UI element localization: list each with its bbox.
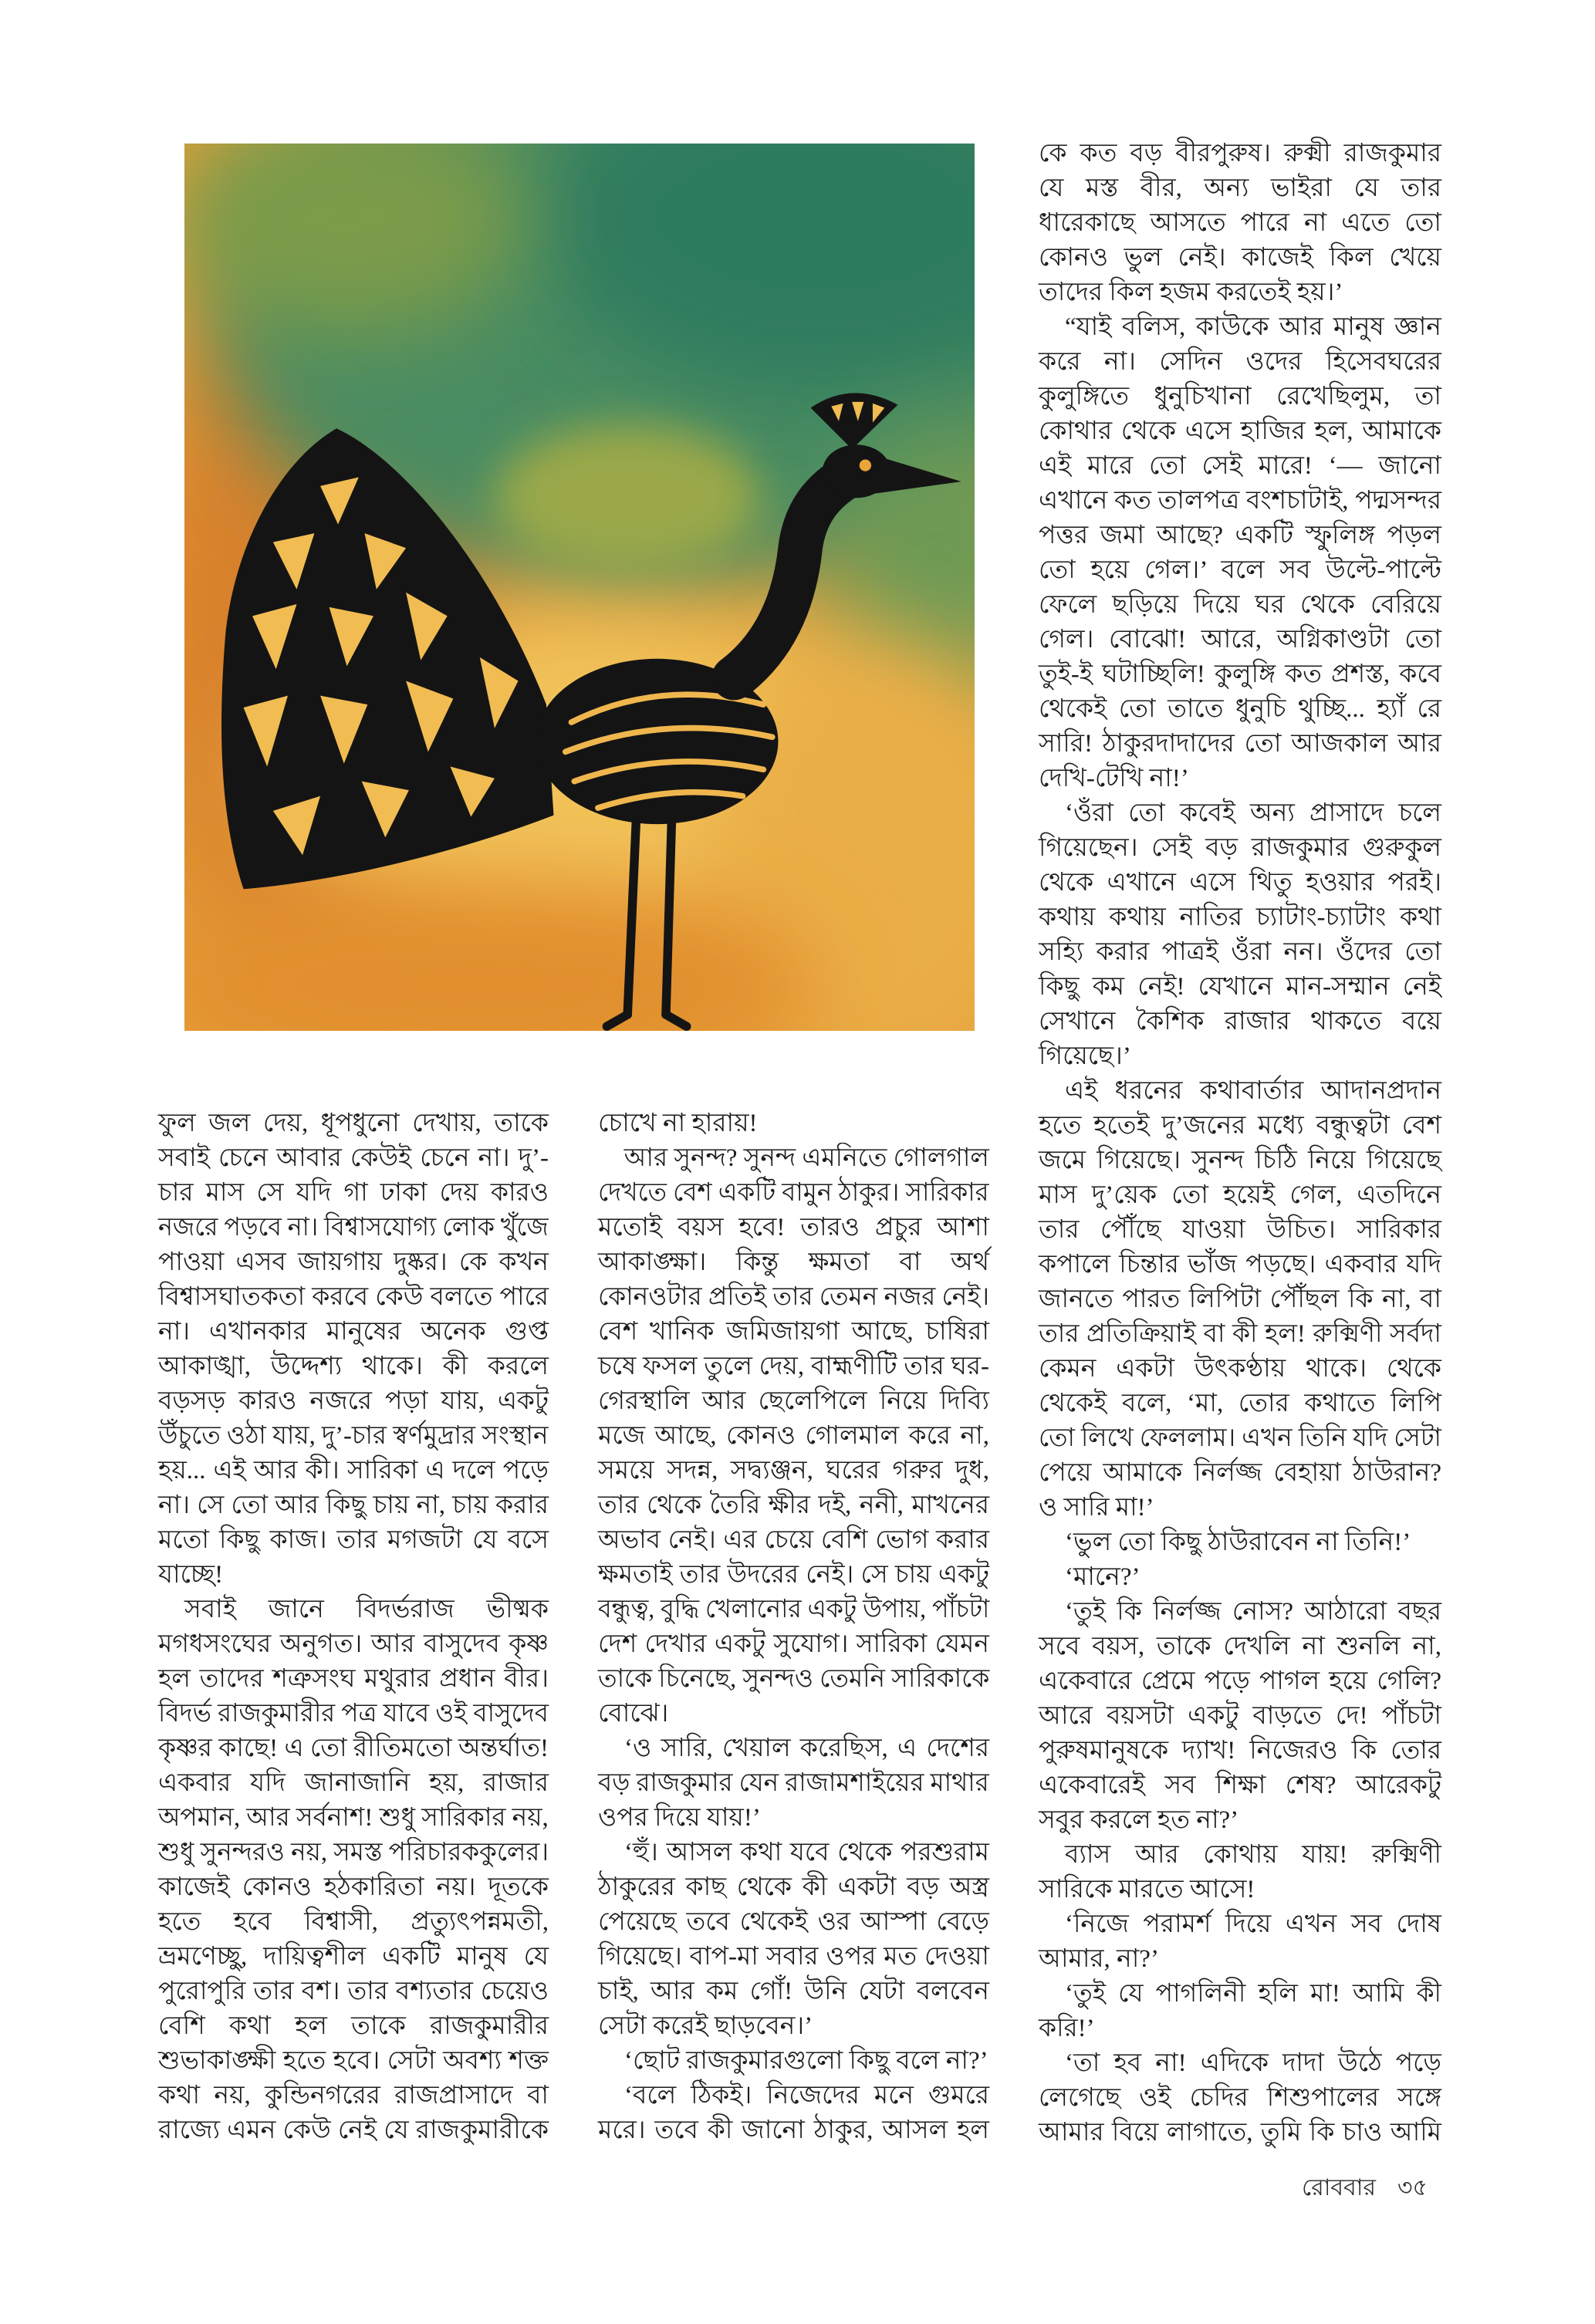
text-line: বোঝে।: [598, 1700, 669, 1728]
text-line: যাচ্ছে!: [158, 1561, 224, 1589]
text-line: তাদের কিল হজম করতেই হয়।’: [1039, 279, 1343, 306]
text-line: বেশ খানিক জমিজায়গা আছে, চাষিরা: [598, 1318, 989, 1346]
text-line: শুধু সুনন্দরও নয়, সমস্ত পরিচারককুলের।: [158, 1839, 549, 1866]
paragraph: [598, 2079, 989, 2148]
paragraph: [598, 1836, 989, 2044]
text-line: ভ্রমণেচ্ছু, দায়িত্বশীল একটি মানুষ যে: [158, 1943, 549, 1971]
text-line: কোনওটার প্রতিই তার তেমন নজর নেই।: [598, 1283, 990, 1311]
peacock-eye: [860, 459, 871, 471]
text-line: সবুর করলে হত না?’: [1039, 1806, 1239, 1834]
text-line: ঠাকুরের কাছ থেকে কী একটা বড় অস্ত্র: [598, 1873, 989, 1901]
text-line: ফুল জল দেয়, ধূপধুনো দেখায়, তাকে: [158, 1110, 549, 1137]
peacock-illustration: [184, 144, 975, 1031]
text-line: মগধসংঘের অনুগত। আর বাসুদেব কৃষ্ণ: [158, 1630, 549, 1658]
text-line: তার থেকে তৈরি ক্ষীর দই, ননী, মাখনের: [598, 1491, 989, 1519]
text-line: অপমান, আর সর্বনাশ! শুধু সারিকার নয়,: [158, 1804, 549, 1832]
text-line: কোথার থেকে এসে হাজির হল, আমাকে: [1039, 417, 1441, 445]
text-line: পত্তর জমা আছে? একটি স্ফুলিঙ্গ পড়ল: [1039, 522, 1441, 549]
text-line: ধারেকাছে আসতে পারে না এতে তো: [1039, 209, 1441, 237]
text-line: শুভাকাঙ্ক্ষী হতে হবে। সেটা অবশ্য শক্ত: [158, 2047, 549, 2075]
text-line: হয়... এই আর কী। সারিকা এ দলে পড়ে: [158, 1457, 549, 1485]
text-line: গিয়েছে।’: [1039, 1042, 1131, 1070]
text-line: বড়সড় কারও নজরে পড়া যায়, একটু: [158, 1387, 549, 1415]
text-line: তাকে চিনেছে, সুনন্দও তেমনি সারিকাকে: [598, 1665, 990, 1693]
text-line: একেবারে প্রেমে পড়ে পাগল হয়ে গেলি?: [1039, 1667, 1441, 1695]
text-line: রাজ্যে এমন কেউ নেই যে রাজকুমারীকে: [158, 2116, 549, 2144]
text-line: চষে ফসল তুলে দেয়, বাহ্মণীটি তার ঘর-: [598, 1353, 989, 1380]
text-line: আরে বয়সটা একটু বাড়তে দে! পাঁচটা: [1039, 1702, 1441, 1730]
text-line: বিদর্ভ রাজকুমারীর পত্র যাবে ওই বাসুদেব: [158, 1700, 549, 1728]
text-line: জমে গিয়েছে। সুনন্দ চিঠি নিয়ে গিয়েছে: [1039, 1147, 1441, 1174]
text-line: এখানে কত তালপত্র বংশচাটাই, পদ্মসন্দর: [1039, 487, 1441, 515]
text-line: তুই-ই ঘটাচ্ছিলি! কুলুঙ্গি কত প্রশস্ত, কবে: [1039, 660, 1441, 688]
text-line: চোখে না হারায়!: [598, 1110, 758, 1137]
text-line: গেরস্থালি আর ছেলেপিলে নিয়ে দিব্যি: [598, 1387, 989, 1415]
paragraph: [1039, 137, 1441, 310]
text-line: কে কত বড় বীরপুরুষ। রুক্মী রাজকুমার: [1039, 140, 1441, 167]
text-line: সেখানে কৈশিক রাজার থাকতে বয়ে: [1039, 1008, 1441, 1035]
article-column-right: [1039, 137, 1441, 2150]
paragraph: [1039, 1838, 1441, 1907]
text-line: আর সুনন্দ? সুনন্দ এমনিতে গোলগাল: [623, 1144, 989, 1172]
text-line: কৃষ্ণর কাছে! এ তো রীতিমতো অন্তর্ঘাত!: [158, 1735, 549, 1762]
text-line: একবার যদি জানাজানি হয়, রাজার: [158, 1769, 549, 1797]
paragraph: [1039, 1074, 1441, 1525]
page-footer: [1302, 2173, 1428, 2204]
text-line: সহ্যি করার পাত্রই ওঁরা নন। ওঁদের তো: [1039, 938, 1441, 966]
text-line: ও সারি মা!’: [1039, 1494, 1154, 1522]
text-line: যে মস্ত বীর, অন্য ভাইরা যে তার: [1039, 174, 1441, 202]
paragraph: [1039, 1977, 1441, 2046]
text-line: এই ধরনের কথাবার্তার আদানপ্রদান: [1065, 1077, 1441, 1105]
text-line: ‘তা হব না! এদিকে দাদা উঠে পড়ে: [1065, 2049, 1441, 2077]
text-line: কুলুঙ্গিতে ধুনুচিখানা রেখেছিলুম, তা: [1039, 383, 1441, 410]
text-line: ‘ওঁরা তো কবেই অন্য প্রাসাদে চলে: [1065, 799, 1441, 827]
text-line: হতে হবে বিশ্বাসী, প্রত্যুৎপন্নমতী,: [158, 1908, 549, 1936]
text-line: তার পৌঁছে যাওয়া উচিত। সারিকার: [1039, 1216, 1441, 1244]
peacock-leg: [666, 816, 672, 1015]
text-line: সবাই চেনে আবার কেউই চেনে না। দু’-: [158, 1144, 549, 1172]
text-line: পেয়ে আমাকে নির্লজ্জ বেহায়া ঠাউরান?: [1039, 1459, 1441, 1487]
text-line: না। সে তো আর কিছু চায় না, চায় করার: [158, 1491, 549, 1519]
text-line: থেকে এখানে এসে থিতু হওয়ার পরই।: [1039, 869, 1441, 897]
text-line: ব্যাস আর কোথায় যায়! রুক্মিণী: [1065, 1841, 1441, 1869]
text-line: ‘নিজে পরামর্শ দিয়ে এখন সব দোষ: [1065, 1910, 1441, 1938]
text-line: ফেলে ছড়িয়ে দিয়ে ঘর থেকে বেরিয়ে: [1039, 591, 1441, 619]
text-line: থেকেই বলে, ‘মা, তোর কথাতে লিপি: [1039, 1390, 1441, 1417]
text-line: গিয়েছে। বাপ-মা সবার ওপর মত দেওয়া: [598, 1943, 989, 1971]
text-line: চার মাস সে যদি গা ঢাকা দেয় কারও: [158, 1179, 549, 1207]
text-line: না। এখানকার মানুষের অনেক গুপ্ত: [158, 1318, 549, 1346]
text-line: করি!’: [1039, 2015, 1095, 2042]
text-line: এই মারে তো সেই মারে! ‘— জানো: [1039, 452, 1441, 480]
text-line: কিছু কম নেই! যেখানে মান-সম্মান নেই: [1039, 973, 1441, 1001]
text-line: আমার, না?’: [1039, 1945, 1159, 1973]
article-column-middle: [598, 1106, 989, 2148]
text-line: ‘মানে?’: [1065, 1563, 1140, 1591]
text-line: তার প্রতিক্রিয়াই বা কী হল! রুক্মিণী সর্বদা: [1039, 1320, 1441, 1348]
paragraph: [1039, 796, 1441, 1074]
text-line: কেমন একটা উৎকণ্ঠায় থাকে। থেকে: [1039, 1355, 1441, 1383]
text-line: পাওয়া এসব জায়গায় দুষ্কর। কে কখন: [158, 1248, 549, 1276]
text-line: ‘ভুল তো কিছু ঠাউরাবেন না তিনি!’: [1065, 1529, 1411, 1556]
text-line: ‘ও সারি, খেয়াল করেছিস, এ দেশের: [624, 1735, 989, 1762]
text-line: কাজেই কোনও হঠকারিতা নয়। দূতকে: [158, 1873, 549, 1901]
text-line: সময়ে সদন্ন, সদ্ব্যঞ্জন, ঘরের গরুর দুধ,: [598, 1457, 989, 1485]
text-line: ‘তুই যে পাগলিনী হলি মা! আমি কী: [1065, 1980, 1441, 2008]
text-line: কপালে চিন্তার ভাঁজ পড়ছে। একবার যদি: [1039, 1251, 1441, 1279]
text-line: দেখি-টেখি না!’: [1039, 765, 1189, 792]
text-line: নজরে পড়বে না। বিশ্বাসযোগ্য লোক খুঁজে: [158, 1214, 549, 1241]
text-line: ‘হুঁ। আসল কথা যবে থেকে পরশুরাম: [624, 1839, 989, 1866]
text-line: বড় রাজকুমার যেন রাজামশাইয়ের মাথার: [598, 1769, 989, 1797]
text-line: তো লিখে ফেললাম। এখন তিনি যদি সেটা: [1039, 1424, 1441, 1452]
paragraph: [598, 1731, 989, 1836]
paragraph: [598, 1141, 989, 1731]
text-line: পুরুষমানুষকে দ্যাখ! নিজেরও কি তোর: [1039, 1737, 1441, 1765]
text-line: ‘তুই কি নির্লজ্জ নোস? আঠারো বছর: [1065, 1598, 1441, 1626]
paragraph: [1039, 1595, 1441, 1838]
text-line: তো হয়ে গেল।’ বলে সব উল্টে-পাল্টে: [1039, 556, 1441, 584]
text-line: ক্ষমতাই তার উদরের নেই। সে চায় একটু: [598, 1561, 989, 1589]
text-line: সবে বয়স, তাকে দেখলি না শুনলি না,: [1039, 1633, 1441, 1660]
text-line: সারিকে মারতে আসে!: [1039, 1876, 1255, 1903]
text-line: ওপর দিয়ে যায়!’: [598, 1804, 761, 1832]
text-line: বন্ধুত্ব, বুদ্ধি খেলানোর একটু উপায়, পাঁচটা: [598, 1596, 990, 1623]
text-line: আকাঙ্খা, উদ্দেশ্য থাকে। কী করলে: [158, 1353, 549, 1380]
text-line: মরে। তবে কী জানো ঠাকুর, আসল হল: [598, 2116, 989, 2144]
text-line: উঁচুতে ওঠা যায়, দু’-চার স্বর্ণমুদ্রার সংস্থান: [158, 1422, 549, 1450]
text-line: আকাঙ্ক্ষা। কিন্তু ক্ষমতা বা অর্থ: [598, 1248, 989, 1276]
paragraph: [598, 1106, 989, 1141]
page-number: ৩৫: [1397, 2175, 1428, 2201]
text-line: মতোই বয়স হবে! তারও প্রচুর আশা: [598, 1214, 989, 1241]
text-line: সবাই জানে বিদর্ভরাজ ভীষ্মক: [184, 1596, 549, 1623]
text-line: কথা নয়, কুন্ডিনগরের রাজপ্রাসাদে বা: [158, 2082, 549, 2110]
article-column-left: [158, 1106, 549, 2148]
text-line: গেল। বোঝো! আরে, অগ্নিকাণ্ডটা তো: [1039, 626, 1441, 654]
text-line: একেবারেই সব শিক্ষা শেষ? আরেকটু: [1039, 1772, 1441, 1799]
text-line: লেগেছে ওই চেদির শিশুপালের সঙ্গে: [1039, 2084, 1441, 2112]
text-line: কোনও ভুল নেই। কাজেই কিল খেয়ে: [1039, 244, 1441, 272]
text-line: মতো কিছু কাজ। তার মগজটা যে বসে: [158, 1526, 549, 1554]
paragraph: [1039, 2046, 1441, 2150]
text-line: অভাব নেই। এর চেয়ে বেশি ভোগ করার: [598, 1526, 989, 1554]
text-line: হল তাদের শত্রুসংঘ মথুরার প্রধান বীর।: [158, 1665, 549, 1693]
paragraph: [158, 1593, 549, 2148]
text-line: জানতে পারত লিপিটা পৌঁছল কি না, বা: [1039, 1285, 1441, 1313]
text-line: পেয়েছে তবে থেকেই ওর আস্পা বেড়ে: [598, 1908, 989, 1936]
text-line: বিশ্বাসঘাতকতা করবে কেউ বলতে পারে: [158, 1283, 549, 1311]
paragraph: [1039, 1525, 1441, 1560]
text-line: কথায় কথায় নাতির চ্যাটাং-চ্যাটাং কথা: [1039, 904, 1441, 931]
paragraph: [158, 1106, 549, 1593]
text-line: “যাই বলিস, কাউকে আর মানুষ জ্ঞান: [1065, 313, 1441, 341]
text-line: দেশ দেখার একটু সুযোগ। সারিকা যেমন: [598, 1630, 989, 1658]
text-line: থেকেই তো তাতে ধুনুচি থুচ্ছি... হ্যাঁ রে: [1039, 695, 1441, 723]
text-line: পুরোপুরি তার বশ। তার বশ্যতার চেয়েও: [158, 1978, 549, 2005]
text-line: আমার বিয়ে লাগাতে, তুমি কি চাও আমি: [1039, 2119, 1441, 2147]
text-line: চাই, আর কম গোঁ! উনি যেটা বলবেন: [598, 1978, 989, 2005]
paragraph: [1039, 1907, 1441, 1977]
text-line: করে না। সেদিন ওদের হিসেবঘরের: [1039, 348, 1441, 376]
paragraph: [1039, 310, 1441, 796]
publication-name: রোববার: [1302, 2175, 1377, 2201]
text-line: বেশি কথা হল তাকে রাজকুমারীর: [158, 2012, 549, 2040]
paragraph: [598, 2044, 989, 2079]
text-line: দেখতে বেশ একটি বামুন ঠাকুর। সারিকার: [598, 1179, 989, 1207]
text-line: ‘বলে ঠিকই। নিজেদের মনে গুমরে: [624, 2082, 989, 2110]
text-line: সারি! ঠাকুরদাদাদের তো আজকাল আর: [1039, 730, 1441, 758]
text-line: গিয়েছেন। সেই বড় রাজকুমার গুরুকুল: [1039, 834, 1441, 862]
text-line: ‘ছোট রাজকুমারগুলো কিছু বলে না?’: [624, 2047, 988, 2075]
text-line: সেটা করেই ছাড়বেন।’: [598, 2012, 813, 2040]
paragraph: [1039, 1560, 1441, 1595]
text-line: হতে হতেই দু’জনের মধ্যে বন্ধুত্বটা বেশ: [1039, 1112, 1441, 1140]
text-line: মাস দু’য়েক তো হয়েই গেল, এতদিনে: [1039, 1181, 1441, 1209]
text-line: মজে আছে, কোনও গোলমাল করে না,: [598, 1422, 989, 1450]
